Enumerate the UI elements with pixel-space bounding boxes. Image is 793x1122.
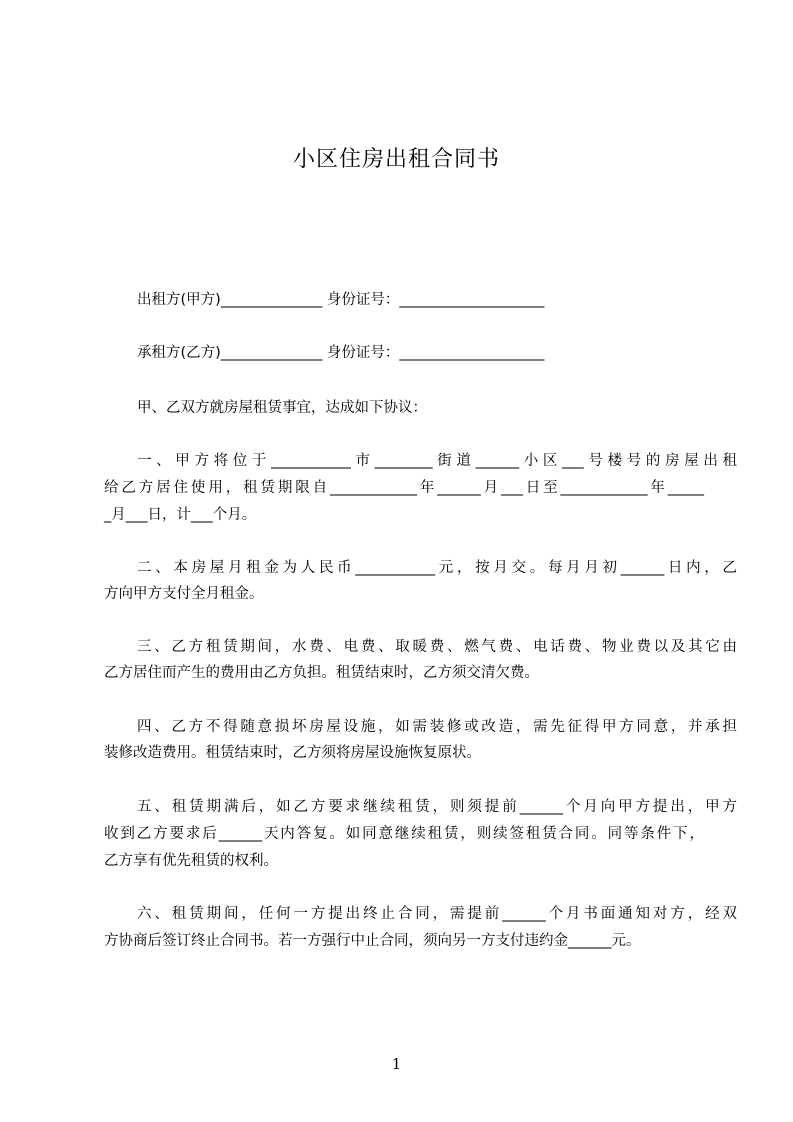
clause-1-line-3: _月___日，计___个月。 bbox=[104, 507, 257, 523]
clause-2-line-2: 方向甲方支付全月租金。 bbox=[104, 586, 264, 602]
clause-3-line-2: 乙方居住而产生的费用由乙方负担。租赁结束时，乙方须交清欠费。 bbox=[104, 665, 539, 681]
clause-6-line-2: 方协商后签订终止合同书。若一方强行中止合同，须向另一方支付违约金______元。 bbox=[104, 933, 641, 949]
clause-1-line-2: 给乙方居住使用，租赁期限自____________年______月___日至____________年_____ bbox=[104, 480, 704, 496]
clause-5-line-1: 五、租赁期满后，如乙方要求继续租赁，则须提前______个月向甲方提出，甲方 bbox=[137, 799, 737, 815]
clause-4-line-1: 四、乙方不得随意损坏房屋设施，如需装修或改造，需先征得甲方同意，并承担 bbox=[137, 719, 737, 735]
clause-3-line-1: 三、乙方租赁期间，水费、电费、取暖费、燃气费、电话费、物业费以及其它由 bbox=[137, 639, 737, 655]
clause-4-line-2: 装修改造费用。租赁结束时，乙方须将房屋设施恢复原状。 bbox=[104, 745, 481, 761]
clause-5-line-2: 收到乙方要求后______天内答复。如同意继续租赁，则续签租赁合同。同等条件下， bbox=[104, 826, 704, 842]
page-number: 1 bbox=[391, 1055, 402, 1073]
clause-1-line-1: 一、甲方将位于___________市________街道______小区___号楼号的房屋出租 bbox=[137, 453, 737, 469]
document-title: 小区住房出租合同书 bbox=[292, 147, 500, 172]
intro-line: 甲、乙双方就房屋租赁事宜，达成如下协议： bbox=[137, 400, 427, 416]
clause-6-line-1: 六、租赁期间，任何一方提出终止合同，需提前______个月书面通知对方，经双 bbox=[137, 906, 737, 922]
party-b-line: 承租方(乙方)______________ 身份证号：____________________ bbox=[137, 345, 545, 361]
clause-2-line-1: 二、本房屋月租金为人民币___________元，按月交。每月月初______日内，乙 bbox=[137, 560, 737, 576]
clause-5-line-3: 乙方享有优先租赁的权利。 bbox=[104, 853, 278, 869]
party-a-line: 出租方(甲方)______________ 身份证号：____________________ bbox=[137, 292, 545, 308]
